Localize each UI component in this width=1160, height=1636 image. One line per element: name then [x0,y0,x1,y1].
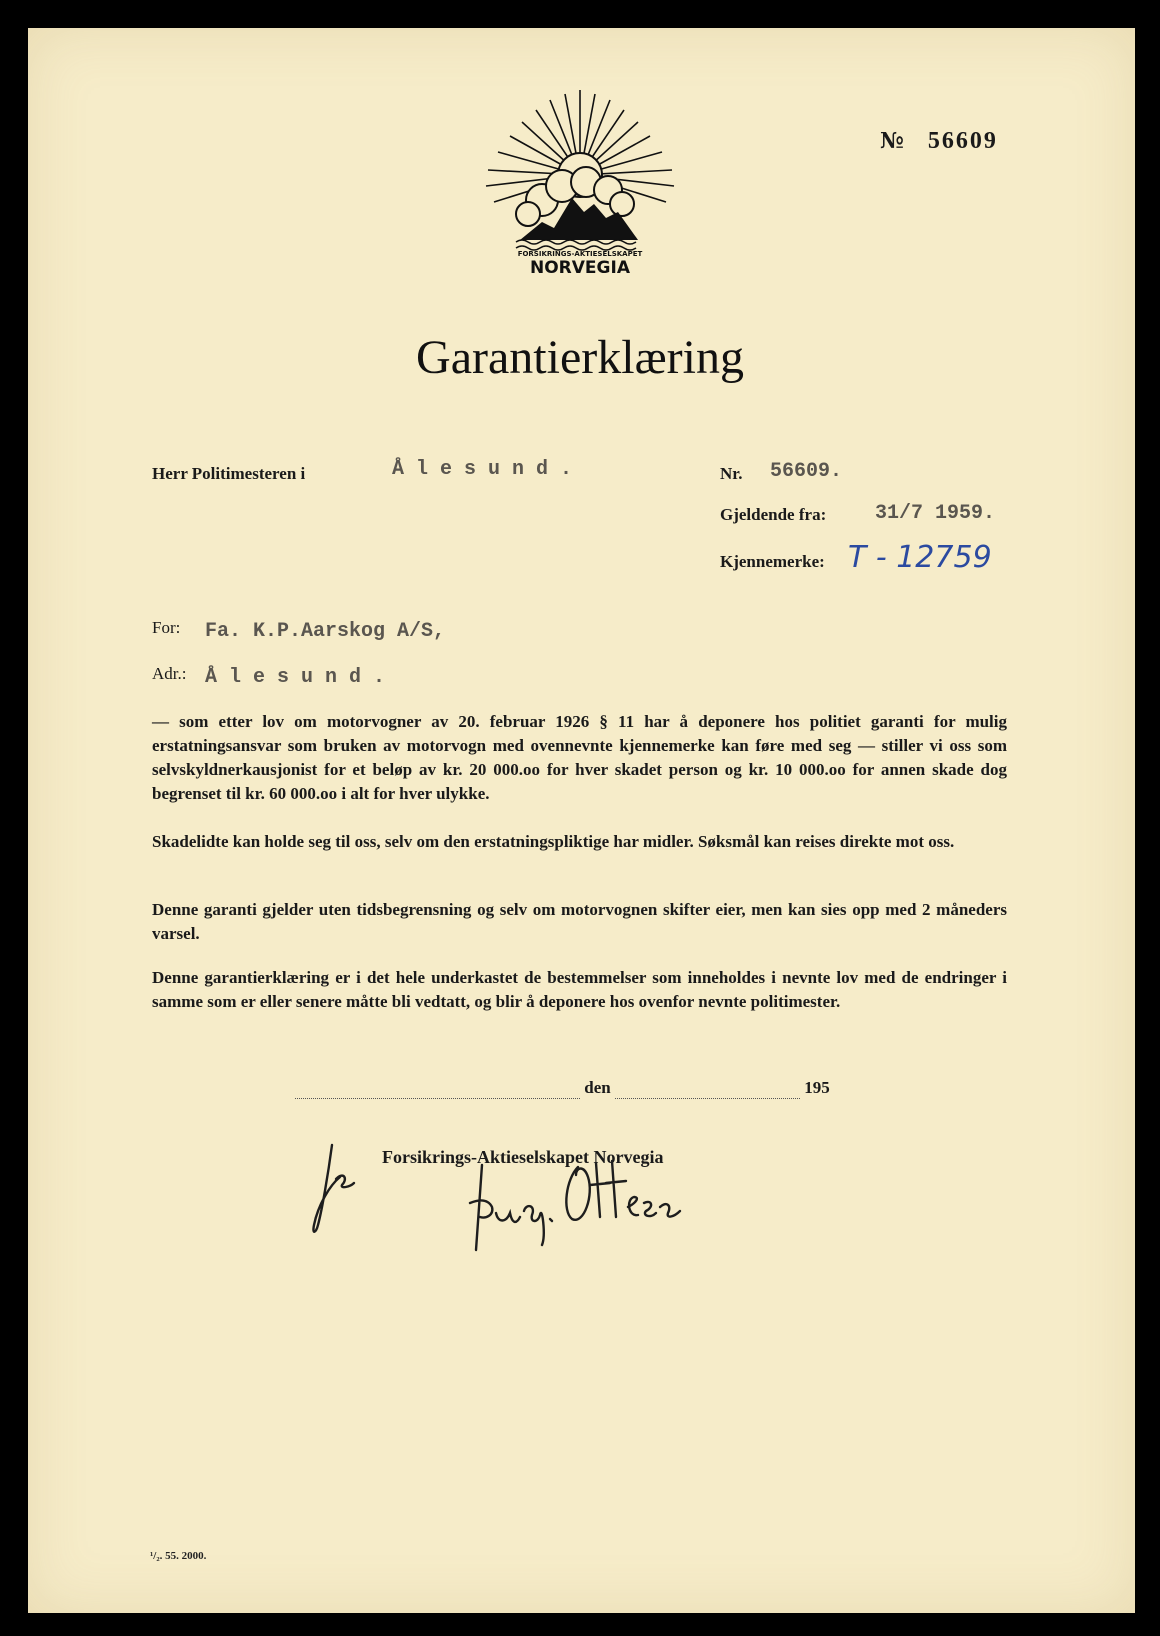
reg-mark-value: T - 12759 [848,540,992,575]
paragraph-4: Denne garantierklæring er i det hele underkastet de bestemmelser som inneholdes i nevnte lov med de endringer i samme som er eller senere måtte bli vedtatt, og blir å deponere hos ovenfor nevnte politimester. [152,968,1007,1011]
year-prefix: 195 [804,1078,830,1097]
nr-value: 56609. [770,460,843,483]
signature [310,1115,690,1265]
page-title: Garantierklæring [416,331,744,384]
den-label: den [584,1078,611,1097]
paragraph-1: — som etter lov om motorvogner av 20. februar 1926 § 11 har å deponere hos politiet garanti for mulig erstatningsansvar som bruken av motorvogn med ovennevnte kjennemerke kan føre med seg — stiller vi oss som selvskyldnerkausjonist for et beløp av kr. 20 000.oo for hver skadet person og kr. 10 000.oo for annen skade dog begrenset til kr. 60 000.oo i alt for hver ulykke. [152,712,1007,803]
handwritten-prefix [335,1130,336,1131]
logo-name: NORVEGIA [530,258,630,278]
for-value: Fa. K.P.Aarskog A/S, [205,620,446,643]
date-blank [615,1078,800,1099]
norvegia-logo [480,90,680,290]
reg-mark-label: Kjennemerke: [720,552,825,571]
logo-company-line: FORSIKRINGS-AKTIESELSKAPET [517,250,643,258]
place-blank [295,1078,580,1099]
signature-name [480,1260,485,1261]
valid-from-label: Gjeldende fra: [720,505,827,524]
number-symbol: № [880,128,906,154]
recipient-label: Herr Politimesteren i [152,464,306,483]
for-label: For: [152,618,181,637]
document-number [880,125,998,155]
nr-label: Nr. [720,464,743,483]
valid-from-value: 31/7 1959. [875,502,996,525]
recipient-city: Å l e s u n d . [392,458,573,481]
paragraph-3: Denne garanti gjelder uten tidsbegrensning og selv om motorvognen skifter eier, men kan sies opp med 2 måneders varsel. [152,900,1007,943]
address-label: Adr.: [152,664,187,683]
paragraph-2: Skadelidte kan holde seg til oss, selv om den erstatningspliktige har midler. Søksmål kan reises direkte mot oss. [152,832,955,851]
address-value: Å l e s u n d . [205,666,386,689]
document-number-value: 56609 [927,128,998,154]
waves-icon [516,240,636,250]
form-code: ¹/₂. 55. 2000. [150,1550,207,1562]
date-line [295,1078,830,1099]
handwritten-for-icon [313,1145,340,1232]
company-name: Forsikrings-Aktieselskapet Norvegia [382,1147,664,1167]
